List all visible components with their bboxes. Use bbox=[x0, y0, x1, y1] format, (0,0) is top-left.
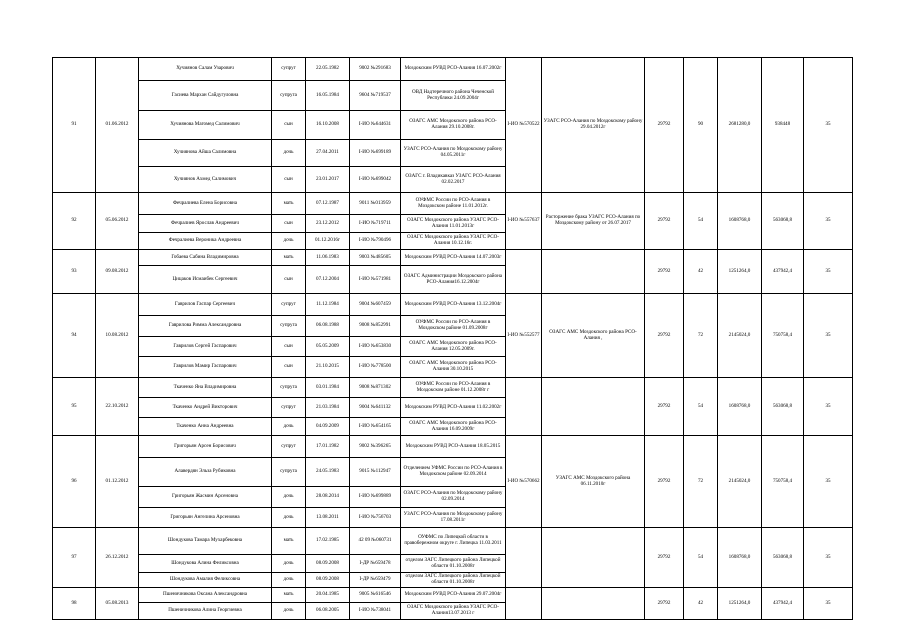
percent-cell: 35 bbox=[804, 528, 853, 588]
certificate-cell: I-ИО №552577 bbox=[506, 294, 542, 378]
registration-cell bbox=[542, 378, 645, 436]
issued-by-cell: Моздокским РУВД РСО-Алания 13.12.2004г bbox=[401, 294, 506, 316]
birth-date-cell: 27.04.2011 bbox=[306, 140, 350, 167]
code-cell: 29792 bbox=[645, 193, 684, 250]
percent-cell: 35 bbox=[804, 294, 853, 378]
area-cell: 54 bbox=[684, 378, 718, 436]
issued-by-cell: Моздокским РУВД РСО-Алания 11.02.2002г bbox=[401, 398, 506, 418]
registration-cell bbox=[542, 250, 645, 294]
amount-cell: 1608768,0 bbox=[718, 193, 762, 250]
document-number-cell: I-ИО №738041 bbox=[350, 603, 401, 620]
percent-cell: 35 bbox=[804, 588, 853, 620]
kinship-cell: супруг bbox=[272, 436, 306, 458]
document-number-cell: I-ДР №659479 bbox=[350, 573, 401, 588]
area-cell: 72 bbox=[684, 436, 718, 528]
kinship-cell: супруга bbox=[272, 81, 306, 111]
person-name-cell: Гаврилов Сергей Гаспарович bbox=[139, 337, 272, 357]
birth-date-cell: 06.08.1988 bbox=[306, 316, 350, 337]
kinship-cell: супруг bbox=[272, 294, 306, 316]
document-number-cell: I-ИО №699042 bbox=[350, 167, 401, 193]
kinship-cell: дочь bbox=[272, 487, 306, 508]
kinship-cell: дочь bbox=[272, 508, 306, 528]
document-number-cell: 9008 №852991 bbox=[350, 316, 401, 337]
document-number-cell: I-ИО №654165 bbox=[350, 418, 401, 436]
amount-cell: 1251264,0 bbox=[718, 250, 762, 294]
birth-date-cell: 23.12.2012 bbox=[306, 215, 350, 233]
birth-date-cell: 16.05.1984 bbox=[306, 81, 350, 111]
registration-cell bbox=[542, 588, 645, 620]
issued-by-cell: УЗАГС РСО-Алания по Моздокскому району 17.08.2011г bbox=[401, 508, 506, 528]
birth-date-cell: 22.05.1982 bbox=[306, 58, 350, 81]
issued-by-cell: ОЗАГС АМС Моздокского района РСО-Алания 12.05.2009г. bbox=[401, 337, 506, 357]
birth-date-cell: 17.02.1985 bbox=[306, 528, 350, 555]
certificate-cell bbox=[506, 378, 542, 436]
code-cell: 29792 bbox=[645, 294, 684, 378]
person-name-cell: Хучиянова Айша Салимовна bbox=[139, 140, 272, 167]
record-date-cell: 10.08.2012 bbox=[96, 294, 139, 378]
document-number-cell: 42 09 №060731 bbox=[350, 528, 401, 555]
person-name-cell: Шондукова Алина Феликсовна bbox=[139, 555, 272, 573]
table-row bbox=[53, 294, 853, 316]
birth-date-cell: 06.08.2005 bbox=[306, 603, 350, 620]
record-number-cell: 95 bbox=[53, 378, 96, 436]
birth-date-cell: 01.12.2016г bbox=[306, 233, 350, 250]
issued-by-cell: УЗАГС РСО-Алания по Моздокскому району 04.05.2011г bbox=[401, 140, 506, 167]
document-number-cell: I-ИО №790496 bbox=[350, 233, 401, 250]
kinship-cell: мать bbox=[272, 250, 306, 266]
certificate-cell: I-ИО №570522 bbox=[506, 58, 542, 193]
person-name-cell: Ткаченко Андрей Викторович bbox=[139, 398, 272, 418]
registration-cell: Расторжение брака УЗАГС РСО-Алания по Моздокскому району от 26.07.2017 bbox=[542, 193, 645, 250]
person-name-cell: Хучиянова Магомед Салимович bbox=[139, 111, 272, 140]
document-number-cell: I-ИО №699889 bbox=[350, 487, 401, 508]
share-cell: 750758,4 bbox=[762, 436, 804, 528]
record-number-cell: 92 bbox=[53, 193, 96, 250]
document-number-cell: 9005 №616546 bbox=[350, 588, 401, 603]
issued-by-cell: ОЗАГС Моздокского района УЗАГС РСО-Алания 11.01.2013г bbox=[401, 215, 506, 233]
amount-cell: 2681280,0 bbox=[718, 58, 762, 193]
share-cell: 437942,4 bbox=[762, 588, 804, 620]
issued-by-cell: ОВД Надтеречного района Чеченской Республики 24.09.2004г bbox=[401, 81, 506, 111]
issued-by-cell: Моздокским РУВД РСО-Алания 29.07.2004г bbox=[401, 588, 506, 603]
record-date-cell: 05.06.2012 bbox=[96, 193, 139, 250]
document-number-cell: I-ИО №571981 bbox=[350, 266, 401, 294]
document-number-cell: 9002 №396265 bbox=[350, 436, 401, 458]
percent-cell: 35 bbox=[804, 436, 853, 528]
area-cell: 54 bbox=[684, 528, 718, 588]
document-number-cell: 9002 №291683 bbox=[350, 58, 401, 81]
document-number-cell: 9011 №013959 bbox=[350, 193, 401, 215]
area-cell: 90 bbox=[684, 58, 718, 193]
person-name-cell: Пшеничникова Оксана Александровна bbox=[139, 588, 272, 603]
birth-date-cell: 05.05.2009 bbox=[306, 337, 350, 357]
issued-by-cell: ОЗАГС Администрации Моздокского района РСО-Алания16.12.2004г bbox=[401, 266, 506, 294]
table-row bbox=[53, 378, 853, 398]
certificate-cell bbox=[506, 588, 542, 620]
code-cell: 29792 bbox=[645, 58, 684, 193]
document-number-cell: I-ИО №778500 bbox=[350, 357, 401, 378]
person-name-cell: Фечралиева Елена Борисовна bbox=[139, 193, 272, 215]
kinship-cell: супруг bbox=[272, 398, 306, 418]
registration-cell: УЗАГС АМС Моздокского района 06.11.2010г bbox=[542, 436, 645, 528]
document-number-cell: I-ИО №699189 bbox=[350, 140, 401, 167]
code-cell: 29792 bbox=[645, 250, 684, 294]
kinship-cell: супруга bbox=[272, 316, 306, 337]
registry-table bbox=[52, 57, 853, 620]
area-cell: 42 bbox=[684, 588, 718, 620]
registration-cell: ОЗАГС АМС Моздокского района РСО-Алания , bbox=[542, 294, 645, 378]
share-cell: 750758,4 bbox=[762, 294, 804, 378]
person-name-cell: Шондукова Тамара Мухарбековна bbox=[139, 528, 272, 555]
code-cell: 29792 bbox=[645, 528, 684, 588]
percent-cell: 35 bbox=[804, 193, 853, 250]
document-number-cell: I-ИО №756703 bbox=[350, 508, 401, 528]
birth-date-cell: 08.09.2008 bbox=[306, 555, 350, 573]
issued-by-cell: ОЗАГС РСО-Алания по Моздокскому району 02.09.2014 bbox=[401, 487, 506, 508]
person-name-cell: Гаврилов Гаспар Сергеевич bbox=[139, 294, 272, 316]
kinship-cell: дочь bbox=[272, 573, 306, 588]
code-cell: 29792 bbox=[645, 588, 684, 620]
table-row bbox=[53, 436, 853, 458]
table-row bbox=[53, 250, 853, 266]
document-number-cell: 9004 №641132 bbox=[350, 398, 401, 418]
kinship-cell: супруг bbox=[272, 58, 306, 81]
issued-by-cell: ОЗАГС Моздокского района УЗАГС РСО-Алания13.07.2013 г bbox=[401, 603, 506, 620]
person-name-cell: Фечралиева Вероника Андреевна bbox=[139, 233, 272, 250]
issued-by-cell: ОЗАГС АМС Моздокского района РСО-Алания 29.10.2008г. bbox=[401, 111, 506, 140]
issued-by-cell: ОУФМС России по РСО-Алания в Моздокском районе 01.12.2008г г bbox=[401, 378, 506, 398]
person-name-cell: Гобаева Сабина Владимировна bbox=[139, 250, 272, 266]
kinship-cell: дочь bbox=[272, 555, 306, 573]
record-number-cell: 97 bbox=[53, 528, 96, 588]
record-number-cell: 98 bbox=[53, 588, 96, 620]
kinship-cell: сын bbox=[272, 357, 306, 378]
table-row bbox=[53, 193, 853, 215]
kinship-cell: супруга bbox=[272, 458, 306, 487]
certificate-cell: I-ИО №557637 bbox=[506, 193, 542, 250]
issued-by-cell: Моздокским РУВД РСО-Алания 18.05.2015 bbox=[401, 436, 506, 458]
birth-date-cell: 07.12.1987 bbox=[306, 193, 350, 215]
birth-date-cell: 11.12.1984 bbox=[306, 294, 350, 316]
share-cell: 563068,8 bbox=[762, 378, 804, 436]
amount-cell: 2145024,0 bbox=[718, 294, 762, 378]
document-number-cell: I-ДР №659478 bbox=[350, 555, 401, 573]
document-number-cell: 9604 №719537 bbox=[350, 81, 401, 111]
birth-date-cell: 17.01.1982 bbox=[306, 436, 350, 458]
document-number-cell: 9003 №485605 bbox=[350, 250, 401, 266]
birth-date-cell: 13.08.2011 bbox=[306, 508, 350, 528]
kinship-cell: дочь bbox=[272, 418, 306, 436]
issued-by-cell: Моздокским РУВД РСО-Алания 14.07.2003г bbox=[401, 250, 506, 266]
registration-cell: УЗАГС РСО-Алания по Моздокскому району 29.04.2012г bbox=[542, 58, 645, 193]
table-row bbox=[53, 58, 853, 81]
birth-date-cell: 04.09.2009 bbox=[306, 418, 350, 436]
birth-date-cell: 21.10.2015 bbox=[306, 357, 350, 378]
code-cell: 29792 bbox=[645, 378, 684, 436]
issued-by-cell: ОУФМС России по РСО-Алания в Моздокском районе 11.01.2012г. bbox=[401, 193, 506, 215]
issued-by-cell: ОЗАГС АМС Моздокского района РСО-Алания 16.09.2009г bbox=[401, 418, 506, 436]
person-name-cell: Хучиянов Салам Узарович bbox=[139, 58, 272, 81]
certificate-cell: I-ИО №570662 bbox=[506, 436, 542, 528]
document-page bbox=[52, 57, 853, 620]
birth-date-cell: 03.01.1984 bbox=[306, 378, 350, 398]
document-number-cell: 9008 №871302 bbox=[350, 378, 401, 398]
record-date-cell: 26.12.2012 bbox=[96, 528, 139, 588]
birth-date-cell: 20.04.1985 bbox=[306, 588, 350, 603]
person-name-cell: Цицаков Исмаибек Сергеевич bbox=[139, 266, 272, 294]
kinship-cell: дочь bbox=[272, 140, 306, 167]
certificate-cell bbox=[506, 528, 542, 588]
birth-date-cell: 28.08.2014 bbox=[306, 487, 350, 508]
person-name-cell: Григорьян Ангелина Арсеновна bbox=[139, 508, 272, 528]
kinship-cell: мать bbox=[272, 193, 306, 215]
document-number-cell: 9004 №607459 bbox=[350, 294, 401, 316]
record-number-cell: 93 bbox=[53, 250, 96, 294]
issued-by-cell: отделом ЗАГС Липецкого района Липецкой области 01.10.2008г bbox=[401, 555, 506, 573]
share-cell: 563068,8 bbox=[762, 528, 804, 588]
issued-by-cell: отделом ЗАГС Липецкого района Липецкой области 01.10.2008г bbox=[401, 573, 506, 588]
person-name-cell: Ткаченко Анна Андреевна bbox=[139, 418, 272, 436]
area-cell: 54 bbox=[684, 193, 718, 250]
document-number-cell: I-ИО №644631 bbox=[350, 111, 401, 140]
table-row bbox=[53, 528, 853, 555]
record-number-cell: 91 bbox=[53, 58, 96, 193]
person-name-cell: Григорьян Арсен Борисович bbox=[139, 436, 272, 458]
record-number-cell: 96 bbox=[53, 436, 96, 528]
issued-by-cell: ОУФМС России по РСО-Алания в Моздокском районе 01.09.2008г bbox=[401, 316, 506, 337]
document-number-cell: I-ИО №719711 bbox=[350, 215, 401, 233]
kinship-cell: дочь bbox=[272, 233, 306, 250]
person-name-cell: Ткаченко Яна Владимировна bbox=[139, 378, 272, 398]
issued-by-cell: Моздокским РУВД РСО-Алания 16.07.2002г bbox=[401, 58, 506, 81]
area-cell: 72 bbox=[684, 294, 718, 378]
document-number-cell: 9015 №112947 bbox=[350, 458, 401, 487]
kinship-cell: мать bbox=[272, 528, 306, 555]
birth-date-cell: 16.10.2008 bbox=[306, 111, 350, 140]
person-name-cell: Фечралиев Ярослав Андреевич bbox=[139, 215, 272, 233]
issued-by-cell: Отделением УФМС России по РСО-Алания в Моздокском районе 02.09.2014 bbox=[401, 458, 506, 487]
record-date-cell: 22.10.2012 bbox=[96, 378, 139, 436]
record-number-cell: 94 bbox=[53, 294, 96, 378]
person-name-cell: Гаврилова Римма Александровна bbox=[139, 316, 272, 337]
amount-cell: 1608768,0 bbox=[718, 528, 762, 588]
birth-date-cell: 07.12.2004 bbox=[306, 266, 350, 294]
certificate-cell bbox=[506, 250, 542, 294]
issued-by-cell: ОЗАГС Моздокского района УЗАГС РСО-Алания 10.12.16г. bbox=[401, 233, 506, 250]
kinship-cell: сын bbox=[272, 337, 306, 357]
birth-date-cell: 21.03.1984 bbox=[306, 398, 350, 418]
amount-cell: 2145024,0 bbox=[718, 436, 762, 528]
issued-by-cell: ОУФМС по Липецкой области в правобережном округе г. Липецка 11.03.2011 bbox=[401, 528, 506, 555]
document-number-cell: I-ИО №653830 bbox=[350, 337, 401, 357]
person-name-cell: Пшеничникова Алина Георгиевна bbox=[139, 603, 272, 620]
share-cell: 563068,8 bbox=[762, 193, 804, 250]
kinship-cell: супруга bbox=[272, 378, 306, 398]
record-date-cell: 05.08.2013 bbox=[96, 588, 139, 620]
table-row bbox=[53, 588, 853, 603]
amount-cell: 1251264,0 bbox=[718, 588, 762, 620]
share-cell: 437942,4 bbox=[762, 250, 804, 294]
kinship-cell: сын bbox=[272, 111, 306, 140]
record-date-cell: 01.12.2012 bbox=[96, 436, 139, 528]
person-name-cell: Гасиева Мархан Сайдугуловна bbox=[139, 81, 272, 111]
birth-date-cell: 11.06.1983 bbox=[306, 250, 350, 266]
person-name-cell: Алавердян Эльза Рубиковна bbox=[139, 458, 272, 487]
person-name-cell: Шондукова Амалия Феликсовна bbox=[139, 573, 272, 588]
issued-by-cell: ОЗАГС г. Владикавказ УЗАГС РСО-Алания 02.02.2017 bbox=[401, 167, 506, 193]
kinship-cell: сын bbox=[272, 266, 306, 294]
registration-cell bbox=[542, 528, 645, 588]
percent-cell: 35 bbox=[804, 58, 853, 193]
person-name-cell: Гаврилов Мамир Гаспарович bbox=[139, 357, 272, 378]
issued-by-cell: ОЗАГС АМС Моздокского района РСО-Алания 30.10.2015 bbox=[401, 357, 506, 378]
kinship-cell: мать bbox=[272, 588, 306, 603]
record-date-cell: 01.06.2012 bbox=[96, 58, 139, 193]
person-name-cell: Григорьян Жасмин Арсеновна bbox=[139, 487, 272, 508]
percent-cell: 35 bbox=[804, 378, 853, 436]
code-cell: 29792 bbox=[645, 436, 684, 528]
record-date-cell: 09.08.2012 bbox=[96, 250, 139, 294]
share-cell: 938448 bbox=[762, 58, 804, 193]
amount-cell: 1608768,0 bbox=[718, 378, 762, 436]
birth-date-cell: 08.09.2008 bbox=[306, 573, 350, 588]
kinship-cell: сын bbox=[272, 167, 306, 193]
percent-cell: 35 bbox=[804, 250, 853, 294]
kinship-cell: дочь bbox=[272, 603, 306, 620]
kinship-cell: сын bbox=[272, 215, 306, 233]
birth-date-cell: 23.01.2017 bbox=[306, 167, 350, 193]
area-cell: 42 bbox=[684, 250, 718, 294]
person-name-cell: Хучиянов Ахмед Салимович bbox=[139, 167, 272, 193]
birth-date-cell: 24.05.1983 bbox=[306, 458, 350, 487]
